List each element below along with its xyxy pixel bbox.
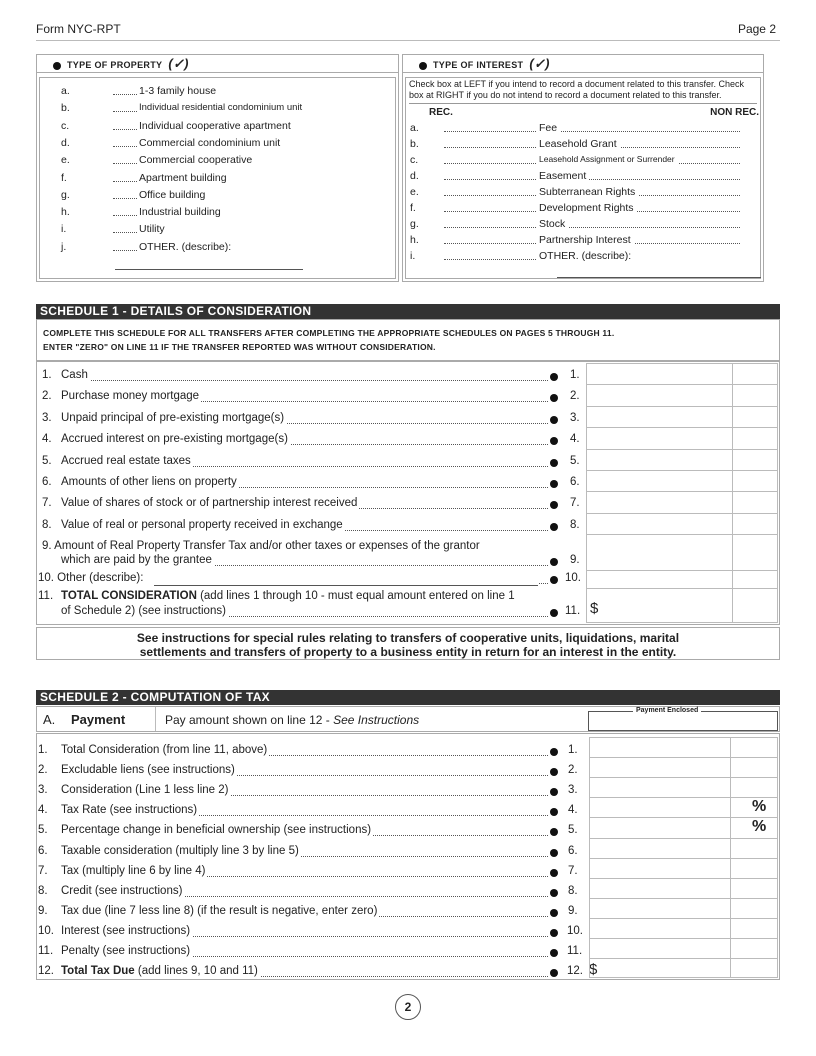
line-number: 2. [42, 390, 52, 403]
line-number: 8. [38, 884, 48, 897]
property-option[interactable] [61, 102, 391, 118]
amount-row-divider [586, 406, 778, 407]
option-letter: b. [410, 138, 419, 150]
option-label: Stock [539, 218, 568, 230]
line-number: 6. [42, 476, 52, 488]
option-label: Utility [139, 223, 165, 236]
type-of-interest-title: TYPE OF INTEREST (✓) [403, 55, 763, 73]
amount-row-divider [589, 838, 778, 839]
property-option[interactable] [61, 206, 391, 222]
nonrec-checkbox-line[interactable] [540, 131, 740, 132]
right-line-number: 7. [570, 497, 580, 510]
checkbox-line[interactable] [113, 163, 137, 164]
rec-checkbox-line[interactable] [444, 163, 536, 164]
line-label: Interest (see instructions) [61, 924, 191, 937]
amount-row-divider [589, 797, 778, 798]
checkmark-icon: (✓) [529, 56, 550, 71]
amount-row-divider [589, 918, 778, 919]
line-label-cont: which are paid by the grantee [61, 554, 212, 567]
amount-row-divider [586, 534, 778, 535]
amount-row-divider [589, 958, 778, 959]
checkbox-line[interactable] [113, 181, 137, 182]
amount-row-divider [586, 470, 778, 471]
right-line-number: 12. [567, 965, 583, 978]
bullet-icon [550, 969, 558, 977]
line-number: 8. [42, 518, 52, 531]
bullet-icon [550, 373, 558, 381]
payment-instruction: Pay amount shown on line 12 - See Instructions [165, 713, 420, 727]
right-line-number: 6. [568, 844, 578, 857]
dot-leader [539, 583, 548, 584]
right-line-number: 8. [568, 884, 578, 897]
property-option[interactable] [61, 137, 391, 153]
option-label: OTHER. (describe): [139, 240, 232, 253]
line-number: 4. [42, 433, 52, 446]
other-interest-line[interactable] [557, 277, 761, 278]
option-letter: d. [61, 136, 70, 149]
option-letter: a. [410, 122, 419, 134]
option-letter: e. [61, 154, 70, 167]
amount-row-divider [586, 449, 778, 450]
option-letter: g. [410, 218, 419, 230]
schedule1-footer-box [36, 627, 780, 660]
schedule1-notes-box [36, 319, 780, 361]
interest-option[interactable] [410, 218, 740, 234]
option-label: OTHER. (describe): [539, 250, 634, 262]
rec-checkbox-line[interactable] [444, 147, 536, 148]
option-label: Individual cooperative apartment [139, 119, 291, 132]
line-label: Cash [61, 369, 88, 381]
line-label-cont: of Schedule 2) (see instructions) [61, 605, 226, 618]
line-number: 7. [38, 864, 48, 877]
instructions-rule [409, 103, 757, 104]
line-number: 3. [42, 411, 52, 424]
payment-divider [155, 707, 156, 731]
checkbox-line[interactable] [113, 232, 137, 233]
option-label: Industrial building [139, 206, 221, 219]
option-letter: a. [61, 85, 70, 97]
option-label: Easement [539, 170, 589, 182]
right-line-number: 10. [565, 572, 581, 585]
bullet-icon [550, 849, 558, 857]
option-letter: d. [410, 170, 419, 182]
line-label: Penalty (see instructions) [61, 945, 191, 957]
checkbox-line[interactable] [113, 129, 137, 130]
property-option[interactable] [61, 172, 391, 188]
bullet-icon [550, 869, 558, 877]
percent-sign-line-4: % [752, 798, 767, 815]
bullet-icon [550, 523, 558, 531]
line-label: Unpaid principal of pre-existing mortgage(s) [61, 411, 285, 424]
right-line-number: 5. [568, 824, 578, 837]
checkbox-line[interactable] [113, 250, 137, 251]
option-label: Leasehold Grant [539, 138, 620, 150]
bullet-icon [550, 828, 558, 836]
amount-row-divider [586, 570, 778, 571]
rec-checkbox-line[interactable] [444, 179, 536, 180]
dot-leader [61, 380, 548, 381]
amount-row-divider [586, 491, 778, 492]
interest-option[interactable] [410, 170, 740, 186]
bullet-icon [53, 62, 61, 70]
total-tax-due-label: Total Tax Due [61, 965, 135, 978]
page-number: 2 [404, 1000, 412, 1014]
line-label: Credit (see instructions) [61, 884, 183, 897]
property-option[interactable] [61, 120, 391, 136]
other-describe-line[interactable] [154, 585, 538, 586]
bullet-icon [550, 768, 558, 776]
option-letter: e. [410, 186, 419, 198]
total-consideration-note: (add lines 1 through 10 - must equal amount entered on line 1 [196, 590, 515, 603]
option-letter: b. [61, 102, 70, 115]
option-label: Partnership Interest [539, 234, 634, 246]
right-line-number: 3. [570, 411, 580, 424]
bullet-icon [550, 748, 558, 756]
line-label [61, 965, 260, 977]
checkbox-line[interactable] [113, 198, 137, 199]
right-line-number: 11. [565, 605, 581, 618]
interest-option[interactable] [410, 250, 740, 266]
line-label: Excludable liens (see instructions) [61, 764, 235, 777]
dollar-sign: $ [589, 961, 598, 979]
line-label: Percentage change in beneficial ownership (see instructions) [61, 824, 372, 837]
bullet-icon [550, 949, 558, 957]
special-rules-line-2: settlements and transfers of property to a business entity in return for an interest in the entity. [139, 645, 677, 659]
rec-checkbox-line[interactable] [444, 131, 536, 132]
line-number: 7. [42, 497, 52, 510]
line-number: 5. [38, 824, 48, 837]
right-line-number: 9. [570, 554, 580, 567]
rec-column-header: REC. [429, 107, 453, 118]
option-letter: c. [410, 154, 419, 166]
line-label: 9. Amount of Real Property Transfer Tax and/or other taxes or expenses of the grantor [42, 540, 480, 553]
bullet-icon [550, 501, 558, 509]
option-label: Commercial cooperative [139, 154, 253, 167]
property-option[interactable] [61, 154, 391, 170]
section-a-label: A. [43, 712, 56, 727]
option-label: Leasehold Assignment or Surrender [539, 154, 678, 164]
line-label: Taxable consideration (multiply line 3 by line 5) [61, 844, 299, 857]
nonrec-column-header: NON REC. [710, 107, 759, 118]
interest-option[interactable] [410, 122, 740, 138]
option-letter: i. [410, 250, 416, 262]
type-of-property-box [36, 54, 399, 282]
line-number: 5. [42, 454, 52, 467]
line-label: Tax due (line 7 less line 8) (if the result is negative, enter zero) [61, 904, 378, 917]
checkmark-icon: (✓) [168, 56, 189, 71]
page-header [36, 22, 776, 40]
right-line-number: 11. [567, 945, 583, 957]
option-label: Fee [539, 122, 560, 134]
line-label: Accrued real estate taxes [61, 454, 191, 467]
payment-label: Payment [71, 712, 126, 727]
amount-row-divider [589, 898, 778, 899]
amount-row-divider [589, 878, 778, 879]
line-number: 2. [38, 764, 48, 777]
bullet-icon [550, 394, 558, 402]
right-line-number: 4. [568, 804, 578, 817]
line-number: 1. [38, 744, 48, 756]
dollar-sign: $ [590, 600, 599, 618]
amount-row-divider [589, 938, 778, 939]
bullet-icon [550, 889, 558, 897]
bullet-icon [550, 909, 558, 917]
schedule1-note-1: COMPLETE THIS SCHEDULE FOR ALL TRANSFERS AFTER COMPLETING THE APPROPRIATE SCHEDULES ON PAGES 5 THROUGH 11. [43, 328, 615, 338]
type-of-property-title: TYPE OF PROPERTY (✓) [37, 55, 398, 73]
nonrec-checkbox-line[interactable] [540, 227, 740, 228]
line-number: 3. [38, 784, 48, 797]
bullet-icon [550, 416, 558, 424]
rec-checkbox-line[interactable] [444, 243, 536, 244]
bullet-icon [550, 609, 558, 617]
header-divider [36, 40, 780, 41]
bullet-icon [550, 576, 558, 584]
bullet-icon [550, 459, 558, 467]
bullet-icon [550, 437, 558, 445]
line-label: Tax Rate (see instructions) [61, 804, 198, 817]
payment-row [36, 706, 780, 732]
line-number: 12. [38, 965, 54, 978]
option-letter: f. [410, 202, 416, 214]
line-label: Purchase money mortgage [61, 390, 200, 403]
type-of-interest-box [402, 54, 764, 282]
line-number: 11. [38, 945, 54, 957]
total-consideration-label: TOTAL CONSIDERATION [61, 590, 197, 603]
right-line-number: 6. [570, 476, 580, 488]
right-line-number: 3. [568, 784, 578, 797]
line-number: 11. [38, 590, 54, 603]
amount-row-divider [589, 858, 778, 859]
right-line-number: 8. [570, 518, 580, 531]
payment-enclosed-label: Payment Enclosed [633, 707, 701, 714]
rec-checkbox-line[interactable] [444, 195, 536, 196]
line-number: 4. [38, 804, 48, 817]
bullet-icon [550, 788, 558, 796]
right-line-number: 4. [570, 433, 580, 446]
right-line-number: 10. [567, 924, 583, 937]
right-line-number: 1. [568, 744, 578, 756]
property-option[interactable] [61, 85, 391, 101]
amount-row-divider [586, 384, 778, 385]
interest-option[interactable] [410, 154, 740, 170]
schedule2-title: SCHEDULE 2 - COMPUTATION OF TAX [36, 690, 780, 705]
option-label: 1-3 family house [139, 85, 217, 97]
line-label [61, 590, 517, 602]
option-letter: c. [61, 119, 70, 132]
line-label: Consideration (Line 1 less line 2) [61, 784, 229, 797]
option-letter: g. [61, 188, 70, 201]
line-number: 10. [38, 924, 54, 937]
amount-row-divider [586, 513, 778, 514]
line-label: Value of real or personal property received in exchange [61, 518, 343, 531]
line-number: 9. [38, 904, 48, 917]
line-label: Accrued interest on pre-existing mortgage(s) [61, 433, 288, 446]
line-label: Total Consideration (from line 11, above) [61, 744, 268, 756]
bullet-icon [419, 62, 427, 70]
line-label: 10. Other (describe): [38, 572, 144, 585]
bullet-icon [550, 480, 558, 488]
checkbox-line[interactable] [113, 215, 137, 216]
interest-option[interactable] [410, 234, 740, 250]
option-label: Development Rights [539, 202, 637, 214]
amount-row-divider [586, 588, 778, 589]
bullet-icon [550, 558, 558, 566]
amount-row-divider [589, 817, 778, 818]
property-option[interactable] [61, 189, 391, 205]
right-line-number: 5. [570, 454, 580, 467]
rec-checkbox-line[interactable] [444, 259, 536, 260]
right-line-number: 2. [570, 390, 580, 403]
right-line-number: 2. [568, 764, 578, 777]
special-rules-line-1: See instructions for special rules relating to transfers of cooperative units, liquidations, marital [136, 631, 680, 645]
option-label: Individual residential condominium unit [139, 102, 303, 114]
line-number: 6. [38, 844, 48, 857]
form-name: Form NYC-RPT [36, 22, 121, 36]
line-number: 1. [42, 369, 52, 381]
option-label: Office building [139, 188, 206, 201]
option-letter: h. [61, 206, 70, 219]
percent-sign-line-5: % [752, 818, 767, 835]
page-number-badge [395, 994, 421, 1020]
option-label: Apartment building [139, 171, 227, 184]
line-label: Tax (multiply line 6 by line 4) [61, 864, 206, 877]
interest-option[interactable] [410, 138, 740, 154]
line-label: Amounts of other liens on property [61, 476, 237, 488]
schedule1-note-2: ENTER "ZERO" ON LINE 11 IF THE TRANSFER REPORTED WAS WITHOUT CONSIDERATION. [43, 342, 436, 352]
interest-option[interactable] [410, 202, 740, 218]
checkbox-line[interactable] [113, 94, 137, 95]
right-line-number: 1. [570, 369, 580, 381]
rec-checkbox-line[interactable] [444, 227, 536, 228]
right-line-number: 9. [568, 904, 578, 917]
schedule1-amount-column [586, 363, 778, 623]
right-line-number: 7. [568, 864, 578, 877]
rec-checkbox-line[interactable] [444, 211, 536, 212]
property-option[interactable] [61, 241, 391, 257]
schedule1-title: SCHEDULE 1 - DETAILS OF CONSIDERATION [36, 304, 780, 319]
page-label: Page 2 [737, 22, 776, 36]
checkbox-line[interactable] [113, 146, 137, 147]
total-tax-due-note: (add lines 9, 10 and 11) [134, 965, 258, 978]
bullet-icon [550, 808, 558, 816]
bullet-icon [550, 929, 558, 937]
interest-option[interactable] [410, 186, 740, 202]
option-label: Subterranean Rights [539, 186, 638, 198]
option-letter: f. [61, 171, 67, 184]
line-label: Value of shares of stock or of partnership interest received [61, 497, 358, 510]
checkbox-line[interactable] [113, 111, 137, 112]
amount-row-divider [589, 757, 778, 758]
option-label: Commercial condominium unit [139, 136, 281, 149]
option-letter: h. [410, 234, 419, 246]
amount-row-divider [586, 427, 778, 428]
amount-row-divider [589, 777, 778, 778]
payment-enclosed-field[interactable] [588, 711, 778, 731]
property-option[interactable] [61, 223, 391, 239]
other-describe-line[interactable] [115, 269, 303, 270]
cents-divider [732, 363, 733, 623]
option-letter: j. [61, 240, 67, 253]
option-letter: i. [61, 223, 67, 236]
interest-instructions: Check box at LEFT if you intend to record a document related to this transfer. Check box at RIGHT if you do not intend to record a document related to this transfer. [409, 79, 745, 100]
